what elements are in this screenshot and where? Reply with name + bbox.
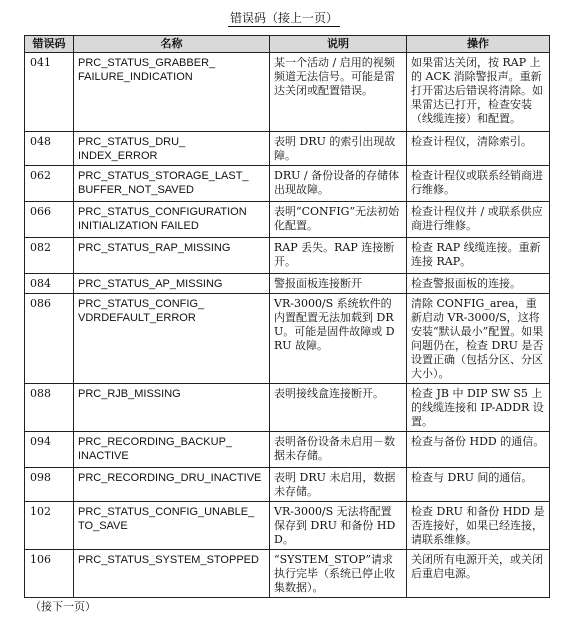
cell-description: 表明 DRU 未启用，数据未存储。 <box>270 468 407 502</box>
cell-action: 检查 JB 中 DIP SW S5 上的线缆连接和 IP-ADDR 设置。 <box>407 384 550 432</box>
cell-action: 检查计程仪并 / 或联系供应商进行维修。 <box>407 202 550 238</box>
table-row <box>25 384 550 432</box>
cell-description: 表明 DRU 的索引出现故障。 <box>270 132 407 166</box>
cell-name: PRC_STATUS_AP_MISSING <box>74 274 270 294</box>
cell-name: PRC_STATUS_CONFIG_UNABLE_ TO_SAVE <box>74 502 270 550</box>
cell-description: VR-3000/S 系统软件的内置配置无法加载到 DRU。可能是固件故障或 DRU 故障。 <box>270 294 407 384</box>
table-caption <box>0 9 568 26</box>
table-row <box>25 238 550 274</box>
continued-note: （接下一页） <box>30 600 96 613</box>
cell-code: 084 <box>25 274 74 294</box>
error-code-table <box>24 35 550 598</box>
cell-action: 检查计程仪或联系经销商进行维修。 <box>407 166 550 202</box>
cell-description: VR-3000/S 无法将配置保存到 DRU 和备份 HDD。 <box>270 502 407 550</box>
header-name: 名称 <box>74 36 270 53</box>
header-description: 说明 <box>270 36 407 53</box>
cell-action: 检查与 DRU 间的通信。 <box>407 468 550 502</box>
cell-description: DRU / 备份设备的存储体出现故障。 <box>270 166 407 202</box>
cell-action: 清除 CONFIG_area，重新启动 VR-3000/S，这将安装“默认最小”配置。如果问题仍在，检查 DRU 是否设置正确（包括分区、分区大小）。 <box>407 294 550 384</box>
cell-action: 检查计程仪，清除索引。 <box>407 132 550 166</box>
cell-code: 041 <box>25 53 74 132</box>
cell-name: PRC_RJB_MISSING <box>74 384 270 432</box>
cell-action: 检查警报面板的连接。 <box>407 274 550 294</box>
cell-code: 086 <box>25 294 74 384</box>
cell-action: 检查 DRU 和备份 HDD 是否连接好，如果已经连接，请联系维修。 <box>407 502 550 550</box>
cell-name: PRC_STATUS_SYSTEM_STOPPED <box>74 550 270 598</box>
table-row <box>25 274 550 294</box>
cell-name: PRC_STATUS_CONFIGURATION INITIALIZATION FAILED <box>74 202 270 238</box>
cell-name: PRC_RECORDING_BACKUP_ INACTIVE <box>74 432 270 468</box>
cell-description: 表明“CONFIG”无法初始化配置。 <box>270 202 407 238</box>
table-row <box>25 550 550 598</box>
cell-action: 检查 RAP 线缆连接。重新连接 RAP。 <box>407 238 550 274</box>
cell-description: “SYSTEM_STOP”请求执行完毕（系统已停止收集数据）。 <box>270 550 407 598</box>
table-caption-text: 错误码（接上一页） <box>229 11 338 25</box>
cell-description: 表明接线盒连接断开。 <box>270 384 407 432</box>
cell-description: RAP 丢失。RAP 连接断开。 <box>270 238 407 274</box>
cell-description: 表明备份设备未启用－数据未存储。 <box>270 432 407 468</box>
table-row <box>25 166 550 202</box>
table-row <box>25 294 550 384</box>
cell-name: PRC_RECORDING_DRU_INACTIVE <box>74 468 270 502</box>
table-row <box>25 502 550 550</box>
cell-description: 某一个活动 / 启用的视频频道无法信号。可能是雷达关闭或配置错误。 <box>270 53 407 132</box>
cell-code: 102 <box>25 502 74 550</box>
table-row <box>25 432 550 468</box>
cell-code: 082 <box>25 238 74 274</box>
table-row <box>25 202 550 238</box>
table-row <box>25 468 550 502</box>
cell-name: PRC_STATUS_STORAGE_LAST_ BUFFER_NOT_SAVED <box>74 166 270 202</box>
header-action: 操作 <box>407 36 550 53</box>
cell-action: 关闭所有电源开关，或关闭后重启电源。 <box>407 550 550 598</box>
cell-name: PRC_STATUS_CONFIG_ VDRDEFAULT_ERROR <box>74 294 270 384</box>
cell-action: 如果雷达关闭，按 RAP 上的 ACK 消除警报声。重新打开雷达后错误将清除。如果雷达已打开，检查安装（线缆连接）和配置。 <box>407 53 550 132</box>
cell-code: 098 <box>25 468 74 502</box>
cell-name: PRC_STATUS_RAP_MISSING <box>74 238 270 274</box>
cell-name: PRC_STATUS_GRABBER_ FAILURE_INDICATION <box>74 53 270 132</box>
cell-name: PRC_STATUS_DRU_ INDEX_ERROR <box>74 132 270 166</box>
cell-code: 066 <box>25 202 74 238</box>
cell-action: 检查与备份 HDD 的通信。 <box>407 432 550 468</box>
cell-code: 106 <box>25 550 74 598</box>
cell-code: 094 <box>25 432 74 468</box>
table-header-row <box>25 36 550 53</box>
table-row <box>25 53 550 132</box>
cell-code: 088 <box>25 384 74 432</box>
table-row <box>25 132 550 166</box>
cell-description: 警报面板连接断开 <box>270 274 407 294</box>
cell-code: 048 <box>25 132 74 166</box>
header-code: 错误码 <box>25 36 74 53</box>
cell-code: 062 <box>25 166 74 202</box>
